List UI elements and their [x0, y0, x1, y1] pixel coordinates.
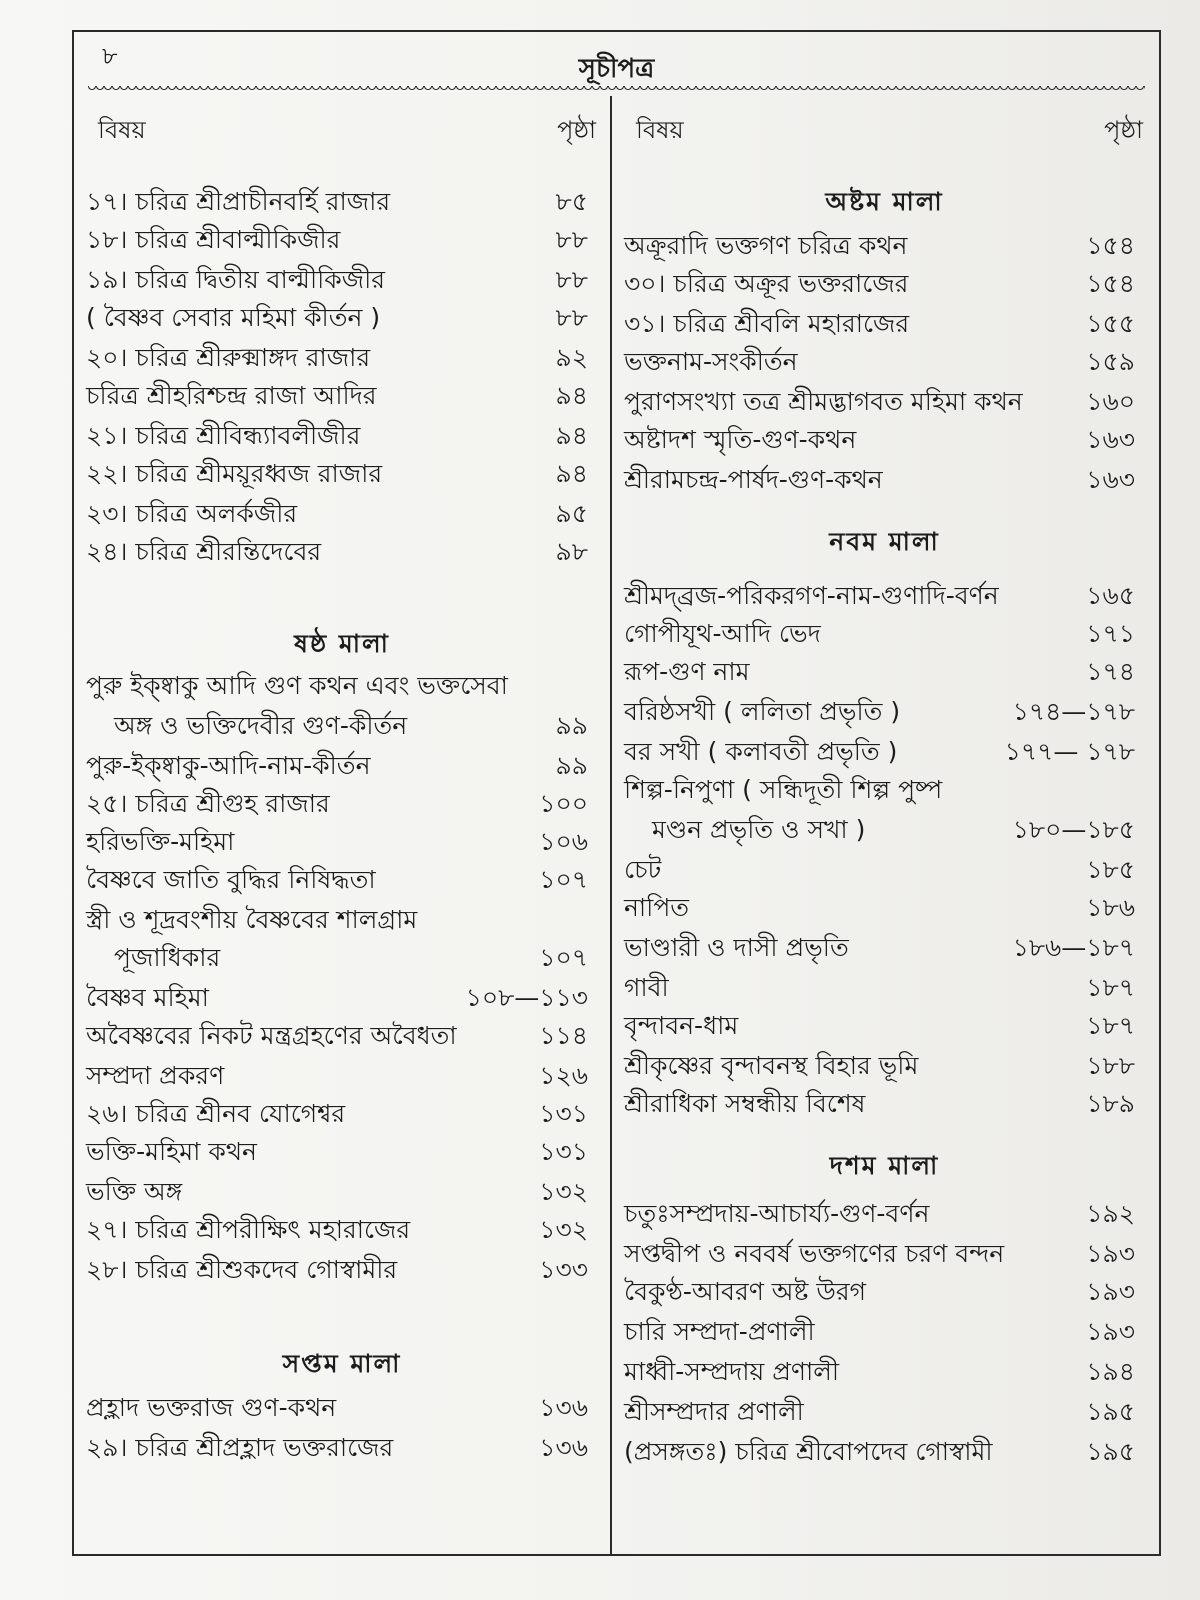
- toc-entry-title: ভাণ্ডারী ও দাসী প্রভৃতি: [624, 933, 849, 962]
- toc-entry-title: স্ত্রী ও শূদ্রবংশীয় বৈষ্ণবের শালগ্রাম: [86, 905, 418, 934]
- toc-entry: [612, 1006, 1157, 1046]
- toc-entry-page: ৮৮: [555, 265, 588, 294]
- toc-entry-title: ২৫। চরিত্র শ্রীগুহ রাজার: [86, 789, 330, 818]
- toc-entry-title: ভক্তি-মহিমা কথন: [86, 1137, 257, 1166]
- toc-entry-title: সম্প্রদা প্রকরণ: [86, 1061, 225, 1090]
- toc-entry-title: ১৭। চরিত্র শ্রীপ্রাচীনবর্হি রাজার: [86, 187, 391, 216]
- toc-entry: [612, 226, 1157, 266]
- toc-entry-page: ১০০: [539, 789, 588, 818]
- toc-entry: [612, 1084, 1157, 1124]
- toc-entry-title: পূজাধিকার: [114, 943, 221, 972]
- toc-entry-page: ৯৮: [555, 537, 588, 566]
- toc-entry-page: ১৯৫: [1086, 1397, 1135, 1426]
- toc-entry: [74, 416, 610, 456]
- toc-entry: [74, 376, 610, 416]
- toc-entry: [612, 1046, 1157, 1086]
- toc-entry-page: ১৫৫: [1086, 309, 1135, 338]
- toc-entry-title: পুরু-ইক্ষ্বাকু-আদি-নাম-কীর্তন: [86, 751, 371, 780]
- toc-entry-title: শিল্প-নিপুণা ( সন্ধিদূতী শিল্প পুষ্প: [624, 775, 943, 804]
- toc-entry-title: বৈষ্ণবে জাতি বুদ্ধির নিষিদ্ধতা: [86, 865, 376, 894]
- toc-entry-title: শ্রীরামচন্দ্র-পার্ষদ-গুণ-কথন: [624, 465, 883, 494]
- toc-entry-page: ১৬৩: [1086, 425, 1135, 454]
- toc-entry-page: ১৭১: [1086, 619, 1135, 648]
- page-label: পৃষ্ঠা: [1104, 116, 1143, 144]
- toc-entry-page: ১৮৭: [1086, 973, 1135, 1002]
- toc-entry-title: মাধ্বী-সম্প্রদায় প্রণালী: [624, 1357, 840, 1386]
- toc-entry: [612, 1272, 1157, 1312]
- subject-label: বিষয়: [636, 116, 684, 144]
- toc-entry-title: হরিভক্তি-মহিমা: [86, 827, 235, 856]
- toc-entry: [74, 1094, 610, 1134]
- toc-entry-title: প্রহ্লাদ ভক্তরাজ গুণ-কথন: [86, 1393, 337, 1422]
- toc-entry-page: ১৮৮: [1086, 1051, 1135, 1080]
- toc-entry-title: ২৭। চরিত্র শ্রীপরীক্ষিৎ মহারাজের: [86, 1215, 411, 1244]
- toc-entry: [612, 1234, 1157, 1274]
- toc-entry-page: ১৬০: [1086, 387, 1135, 416]
- toc-entry: [74, 1210, 610, 1250]
- toc-entry-title: ২৯। চরিত্র শ্রীপ্রহ্লাদ ভক্তরাজের: [86, 1433, 394, 1462]
- right-column-header: [636, 112, 1143, 152]
- toc-entry-page: ১৯৪: [1086, 1357, 1135, 1386]
- toc-entry: [612, 576, 1157, 616]
- toc-entry-page: ৯৯: [555, 711, 588, 740]
- toc-entry-title: মণ্ডন প্রভৃতি ও সখা ): [652, 815, 866, 844]
- toc-entry-page: ১৮৬: [1086, 893, 1135, 922]
- toc-entry-title: অষ্টাদশ স্মৃতি-গুণ-কথন: [624, 425, 857, 454]
- toc-entry-title: ২৬। চরিত্র শ্রীনব যোগেশ্বর: [86, 1099, 346, 1128]
- toc-entry-page: ৮৫: [555, 187, 588, 216]
- toc-entry: [612, 420, 1157, 460]
- section-heading: অষ্টম মালা: [825, 187, 944, 216]
- toc-entry-page: ৮৮: [555, 225, 588, 254]
- toc-entry: [612, 1312, 1157, 1352]
- toc-entry-page: ১৩১: [539, 1137, 588, 1166]
- toc-entry-page: ৯৪: [555, 421, 588, 450]
- toc-entry: [612, 1392, 1157, 1432]
- left-column-header: [98, 112, 596, 152]
- toc-entry-page: ১৭৭— ১৭৮: [1004, 737, 1135, 766]
- toc-entry-page: ১৯২: [1086, 1199, 1135, 1228]
- toc-entry: [612, 1352, 1157, 1392]
- toc-entry: [74, 298, 610, 338]
- toc-entry: [74, 900, 610, 940]
- toc-entry-title: ১৮। চরিত্র শ্রীবাল্মীকিজীর: [86, 225, 341, 254]
- toc-entry-title: ২২। চরিত্র শ্রীময়ূরধ্বজ রাজার: [86, 459, 383, 488]
- toc-entry: [612, 732, 1157, 772]
- toc-entry: [612, 382, 1157, 422]
- toc-entry-title: অবৈষ্ণবের নিকট মন্ত্রগ্রহণের অবৈধতা: [86, 1021, 457, 1050]
- section-heading: নবম মালা: [829, 527, 940, 556]
- toc-entry: [74, 1428, 610, 1468]
- toc-entry-title: ১৯। চরিত্র দ্বিতীয় বাল্মীকিজীর: [86, 265, 386, 294]
- toc-entry-page: ৯৫: [555, 499, 588, 528]
- toc-entry: [74, 532, 610, 572]
- toc-entry-page: ১৩৩: [539, 1255, 588, 1284]
- toc-entry: [74, 860, 610, 900]
- toc-entry-page: ১৩৬: [539, 1433, 588, 1462]
- toc-entry: [74, 666, 610, 706]
- toc-entry-title: গাবী: [624, 973, 669, 1002]
- toc-entry: [612, 460, 1157, 500]
- toc-entry: [612, 1432, 1157, 1472]
- toc-entry: [74, 260, 610, 300]
- toc-entry-page: ৯৪: [555, 381, 588, 410]
- toc-entry-page: ১২৬: [539, 1061, 588, 1090]
- toc-entry: [74, 220, 610, 260]
- toc-entry-page: ১০৮—১১৩: [465, 983, 588, 1012]
- toc-entry-page: ১০৭: [539, 943, 588, 972]
- toc-entry-title: ২৪। চরিত্র শ্রীরন্তিদেবের: [86, 537, 322, 566]
- toc-entry-title: নাপিত: [624, 893, 690, 922]
- toc-entry: [74, 182, 610, 222]
- toc-entry-title: অঙ্গ ও ভক্তিদেবীর গুণ-কীর্তন: [114, 711, 408, 740]
- toc-entry: [74, 1056, 610, 1096]
- toc-entry: [74, 822, 610, 862]
- toc-entry-title: অক্রূরাদি ভক্তগণ চরিত্র কথন: [624, 231, 908, 260]
- toc-entry-title: ভক্তনাম-সংকীর্তন: [624, 347, 798, 376]
- toc-entry-title: ২১। চরিত্র শ্রীবিন্ধ্যাবলীজীর: [86, 421, 361, 450]
- section-heading: ষষ্ঠ মালা: [294, 629, 390, 658]
- toc-entry-title: শ্রীমদ্‌ব্রজ-পরিকরগণ-নাম-গুণাদি-বর্ণন: [624, 581, 999, 610]
- toc-entry-page: ১৯৩: [1086, 1239, 1135, 1268]
- toc-entry-page: ১৩১: [539, 1099, 588, 1128]
- toc-entry-page: ১১৪: [539, 1021, 588, 1050]
- toc-entry-page: ১৭৪: [1086, 657, 1135, 686]
- toc-entry-title: শ্রীকৃষ্ণের বৃন্দাবনস্থ বিহার ভূমি: [624, 1051, 919, 1080]
- toc-entry-page: ১৯৩: [1086, 1277, 1135, 1306]
- toc-entry-page: ১৫৯: [1086, 347, 1135, 376]
- toc-entry-title: বৈকুণ্ঠ-আবরণ অষ্ট উরগ: [624, 1277, 866, 1306]
- toc-entry-page: ১৬৫: [1086, 581, 1135, 610]
- toc-entry: [612, 810, 1157, 850]
- toc-entry: [74, 338, 610, 378]
- toc-entry-title: গোপীযূথ-আদি ভেদ: [624, 619, 821, 648]
- toc-entry-page: ১৮৬—১৮৭: [1012, 933, 1135, 962]
- toc-entry-title: ৩০। চরিত্র অক্রূর ভক্তরাজের: [624, 269, 909, 298]
- toc-entry: [612, 264, 1157, 304]
- toc-entry-title: শ্রীসম্প্রদার প্রণালী: [624, 1397, 804, 1426]
- toc-entry-title: বৃন্দাবন-ধাম: [624, 1011, 739, 1040]
- toc-entry-title: ৩১। চরিত্র শ্রীবলি মহারাজের: [624, 309, 910, 338]
- toc-entry-title: পুরু ইক্ষ্বাকু আদি গুণ কথন এবং ভক্তসেবা: [86, 671, 508, 700]
- toc-entry: [612, 652, 1157, 692]
- toc-entry-title: বর সখী ( কলাবতী প্রভৃতি ): [624, 737, 898, 766]
- toc-entry-title: বৈষ্ণব মহিমা: [86, 983, 209, 1012]
- toc-entry-title: চারি সম্প্রদা-প্রণালী: [624, 1317, 815, 1346]
- toc-entry: [74, 1250, 610, 1290]
- toc-entry-page: ১৬৩: [1086, 465, 1135, 494]
- toc-entry-title: চেট: [624, 855, 662, 884]
- toc-entry-title: চতুঃসম্প্রদায়-আচার্য্য-গুণ-বর্ণন: [624, 1199, 930, 1228]
- toc-entry-page: ১৮০—১৮৫: [1012, 815, 1135, 844]
- toc-entry-page: ৯৯: [555, 751, 588, 780]
- toc-entry-page: ১৯৩: [1086, 1317, 1135, 1346]
- toc-entry: [612, 850, 1157, 890]
- toc-entry: [74, 1016, 610, 1056]
- toc-entry: [612, 692, 1157, 732]
- toc-entry: [74, 1172, 610, 1212]
- subject-label: বিষয়: [98, 116, 146, 144]
- section-heading: সপ্তম মালা: [282, 1349, 402, 1378]
- toc-entry-title: রূপ-গুণ নাম: [624, 657, 750, 686]
- page-title: সূচীপত্র: [578, 54, 655, 84]
- toc-entry-page: ১৩২: [539, 1177, 588, 1206]
- toc-entry-page: ৮৮: [555, 303, 588, 332]
- page-frame: [72, 30, 1161, 1556]
- toc-entry: [74, 978, 610, 1018]
- toc-entry: [74, 1388, 610, 1428]
- toc-entry: [612, 888, 1157, 928]
- toc-entry: [612, 1194, 1157, 1234]
- toc-entry-title: ভক্তি অঙ্গ: [86, 1177, 183, 1206]
- toc-entry-title: সপ্তদ্বীপ ও নববর্ষ ভক্তগণের চরণ বন্দন: [624, 1239, 1005, 1268]
- toc-entry-page: ১৩২: [539, 1215, 588, 1244]
- toc-entry: [74, 494, 610, 534]
- toc-entry-page: ১৫৪: [1086, 231, 1135, 260]
- toc-entry-page: ১০৭: [539, 865, 588, 894]
- toc-entry-page: ১৯৫: [1086, 1437, 1135, 1466]
- toc-entry-page: ১৮৯: [1086, 1089, 1135, 1118]
- section-heading: দশম মালা: [829, 1151, 940, 1180]
- toc-entry-page: ১০৬: [539, 827, 588, 856]
- toc-entry: [74, 1132, 610, 1172]
- toc-entry-page: ১৮৭: [1086, 1011, 1135, 1040]
- toc-entry-title: শ্রীরাধিকা সম্বন্ধীয় বিশেষ: [624, 1089, 866, 1118]
- page-number: ৮: [102, 42, 118, 70]
- toc-entry: [74, 784, 610, 824]
- toc-entry-page: ১৭৪—১৭৮: [1012, 697, 1135, 726]
- toc-entry-title: ( বৈষ্ণব সেবার মহিমা কীর্তন ): [86, 303, 381, 332]
- toc-entry-page: ১৩৬: [539, 1393, 588, 1422]
- toc-entry-title: ২৩। চরিত্র অলর্কজীর: [86, 499, 298, 528]
- toc-entry-title: বরিষ্ঠসখী ( ললিতা প্রভৃতি ): [624, 697, 901, 726]
- toc-entry-page: ৯৪: [555, 459, 588, 488]
- toc-entry: [74, 706, 610, 746]
- toc-entry: [612, 304, 1157, 344]
- toc-entry-title: (প্রসঙ্গতঃ) চরিত্র শ্রীবোপদেব গোস্বামী: [624, 1437, 993, 1466]
- toc-entry: [74, 746, 610, 786]
- toc-entry-title: ২৮। চরিত্র শ্রীশুকদেব গোস্বামীর: [86, 1255, 398, 1284]
- toc-entry: [612, 770, 1157, 810]
- toc-entry: [612, 968, 1157, 1008]
- toc-entry: [612, 614, 1157, 654]
- wavy-rule: [88, 86, 1145, 94]
- toc-entry: [612, 928, 1157, 968]
- toc-entry-page: ১৫৪: [1086, 269, 1135, 298]
- toc-entry: [612, 342, 1157, 382]
- toc-entry-page: ৯২: [555, 343, 588, 372]
- toc-entry-title: পুরাণসংখ্যা তত্র শ্রীমদ্ভাগবত মহিমা কথন: [624, 387, 1023, 416]
- toc-entry-page: ১৮৫: [1086, 855, 1135, 884]
- toc-entry: [74, 454, 610, 494]
- toc-entry: [74, 938, 610, 978]
- toc-entry-title: ২০। চরিত্র শ্রীরুক্মাঙ্গদ রাজার: [86, 343, 371, 372]
- page-label: পৃষ্ঠা: [557, 116, 596, 144]
- toc-entry-title: চরিত্র শ্রীহরিশ্চন্দ্র রাজা আদির: [86, 381, 377, 410]
